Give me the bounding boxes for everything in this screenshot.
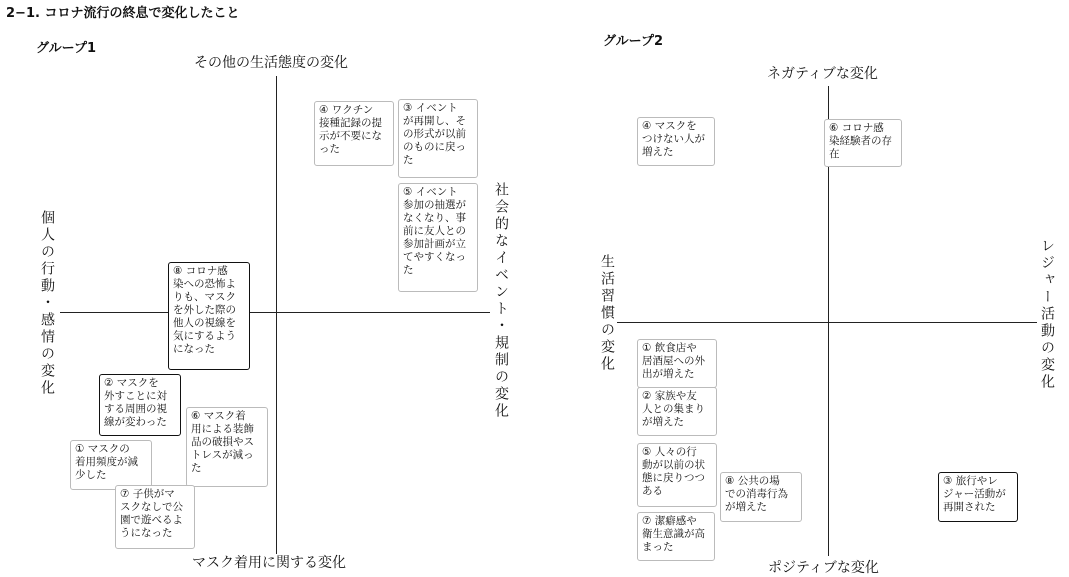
group1-horizontal-axis: [60, 312, 490, 313]
group1-item-5: ⑤ イベント 参加の抽選が なくなり、事 前に友人との 参加計画が立 てやすくなっ た: [398, 183, 478, 292]
group2-axis-left-label: 生活習慣の変化: [599, 254, 615, 373]
group1-item-8: ⑧ コロナ感 染への恐怖よ りも、マスク を外した際の 他人の視線を 気にするよう になった: [168, 262, 250, 370]
group2-item-3: ③ 旅行やレ ジャー活動が 再開された: [938, 472, 1018, 522]
group2-item-1: ① 飲食店や 居酒屋への外 出が増えた: [637, 339, 717, 388]
group2-label: グループ2: [603, 34, 664, 49]
group1-item-6: ⑥ マスク着 用による装飾 品の破損やス トレスが減っ た: [186, 407, 268, 487]
group2-item-7: ⑦ 潔癖感や 衛生意識が高 まった: [637, 512, 715, 561]
group1-axis-bottom-label: マスク着用に関する変化: [192, 555, 346, 571]
page-title: 2−1. コロナ流行の終息で変化したこと: [6, 6, 240, 21]
group2-axis-right-label: レジャー活動の変化: [1039, 238, 1055, 391]
group1-vertical-axis: [276, 76, 277, 554]
group1-item-3: ③ イベント が再開し、そ の形式が以前 のものに戻っ た: [398, 99, 478, 178]
group2-item-2: ② 家族や友 人との集まり が増えた: [637, 387, 717, 436]
group1-axis-right-label: 社会的なイベント・規制の変化: [493, 182, 509, 420]
group1-item-1: ① マスクの 着用頻度が減 少した: [70, 440, 152, 490]
group2-item-5: ⑤ 人々の行 動が以前の状 態に戻りつつ ある: [637, 443, 717, 507]
group1-item-7: ⑦ 子供がマ スクなしで公 園で遊べるよ うになった: [115, 485, 195, 549]
group2-axis-bottom-label: ポジティブな変化: [768, 560, 879, 576]
group2-item-6: ⑥ コロナ感 染経験者の存 在: [824, 119, 902, 167]
group2-item-8: ⑧ 公共の場 での消毒行為 が増えた: [720, 472, 802, 522]
group1-label: グループ1: [36, 41, 97, 56]
group2-item-4: ④ マスクを つけない人が 増えた: [637, 117, 715, 166]
group1-axis-top-label: その他の生活態度の変化: [194, 55, 348, 71]
group1-item-4: ④ ワクチン 接種記録の提 示が不要にな った: [314, 101, 394, 166]
group2-horizontal-axis: [617, 322, 1037, 323]
group2-axis-top-label: ネガティブな変化: [767, 66, 878, 82]
group1-item-2: ② マスクを 外すことに対 する周囲の視 線が変わった: [99, 374, 181, 436]
group1-axis-left-label: 個人の行動・感情の変化: [39, 210, 55, 397]
